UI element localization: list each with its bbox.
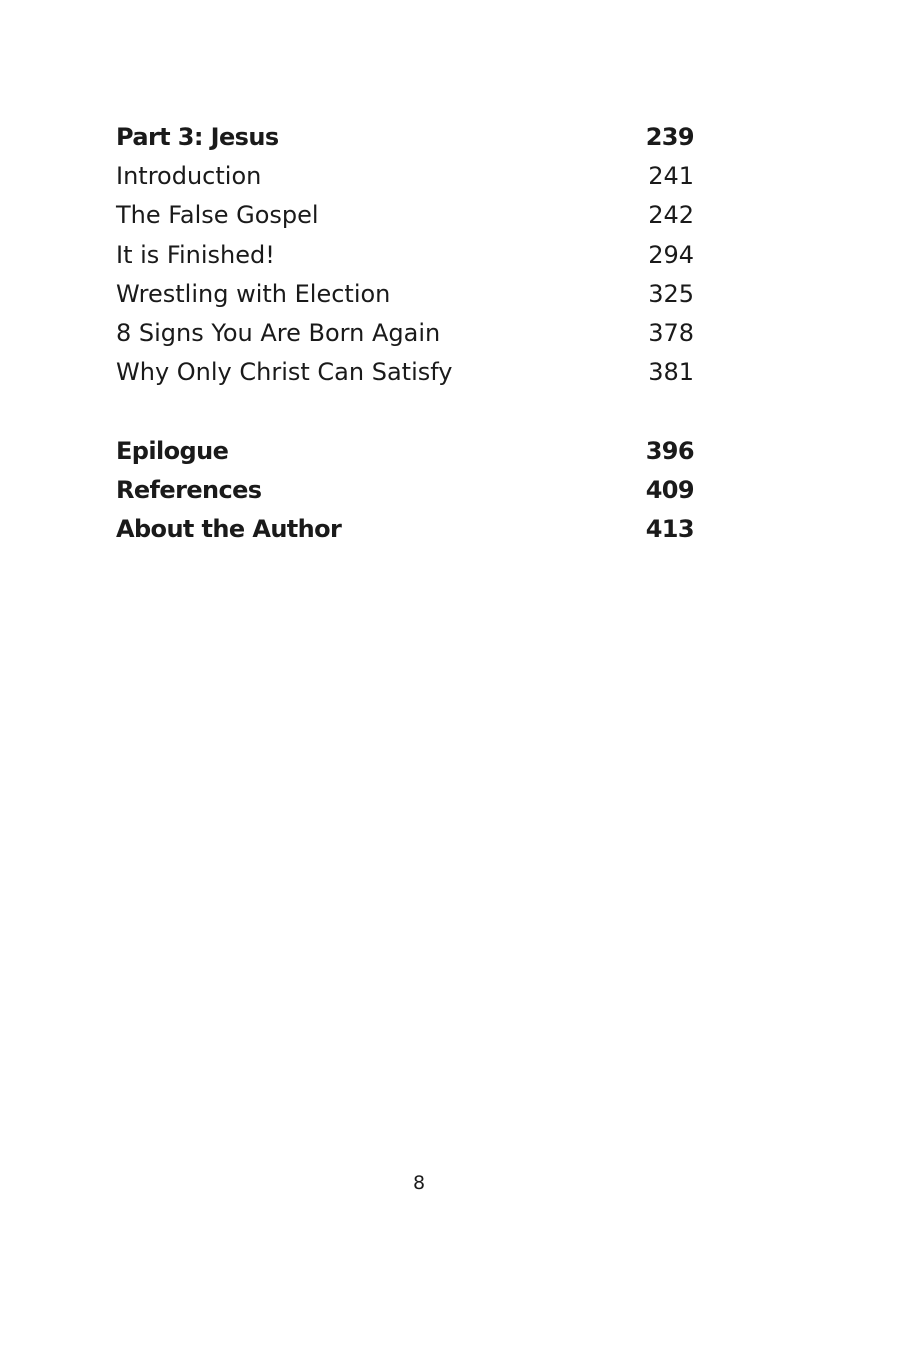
toc-entry-page: 378: [648, 318, 694, 347]
toc-entry-title: The False Gospel: [116, 201, 319, 230]
toc-entry-title: Epilogue: [116, 436, 229, 465]
toc-back-matter-entry[interactable]: [116, 432, 694, 471]
toc-entry-title: References: [116, 475, 262, 504]
toc-entry-title: Introduction: [116, 162, 262, 191]
toc-part-heading[interactable]: [116, 118, 694, 157]
page-number: 8: [412, 1172, 426, 1194]
toc-entry-page: 413: [645, 514, 694, 543]
toc-entry[interactable]: [116, 314, 694, 353]
toc-entry-title: It is Finished!: [116, 240, 275, 269]
toc-entry-title: 8 Signs You Are Born Again: [116, 318, 441, 347]
toc-back-matter-entry[interactable]: [116, 510, 694, 549]
toc-entry-page: 294: [648, 240, 694, 269]
toc-entry-page: 239: [645, 123, 694, 151]
toc-entry-page: 409: [645, 475, 694, 504]
toc-entry[interactable]: [116, 275, 694, 314]
toc-entry-page: 242: [648, 201, 694, 230]
toc-entry[interactable]: [116, 353, 694, 392]
toc-entry[interactable]: [116, 236, 694, 275]
toc-entry-title: About the Author: [116, 514, 342, 543]
toc-back-matter-entry[interactable]: [116, 471, 694, 510]
toc-entry[interactable]: [116, 196, 694, 235]
toc-entry-page: 325: [648, 279, 694, 308]
toc-entry-title: Why Only Christ Can Satisfy: [116, 358, 453, 387]
toc-entry-title: Wrestling with Election: [116, 279, 391, 308]
toc-entry-title: Part 3: Jesus: [116, 123, 279, 151]
toc-entry-page: 241: [648, 162, 694, 191]
table-of-contents: [116, 118, 694, 549]
section-spacer: [116, 392, 694, 431]
toc-entry[interactable]: [116, 157, 694, 196]
toc-entry-page: 381: [648, 358, 694, 387]
toc-entry-page: 396: [645, 436, 694, 465]
